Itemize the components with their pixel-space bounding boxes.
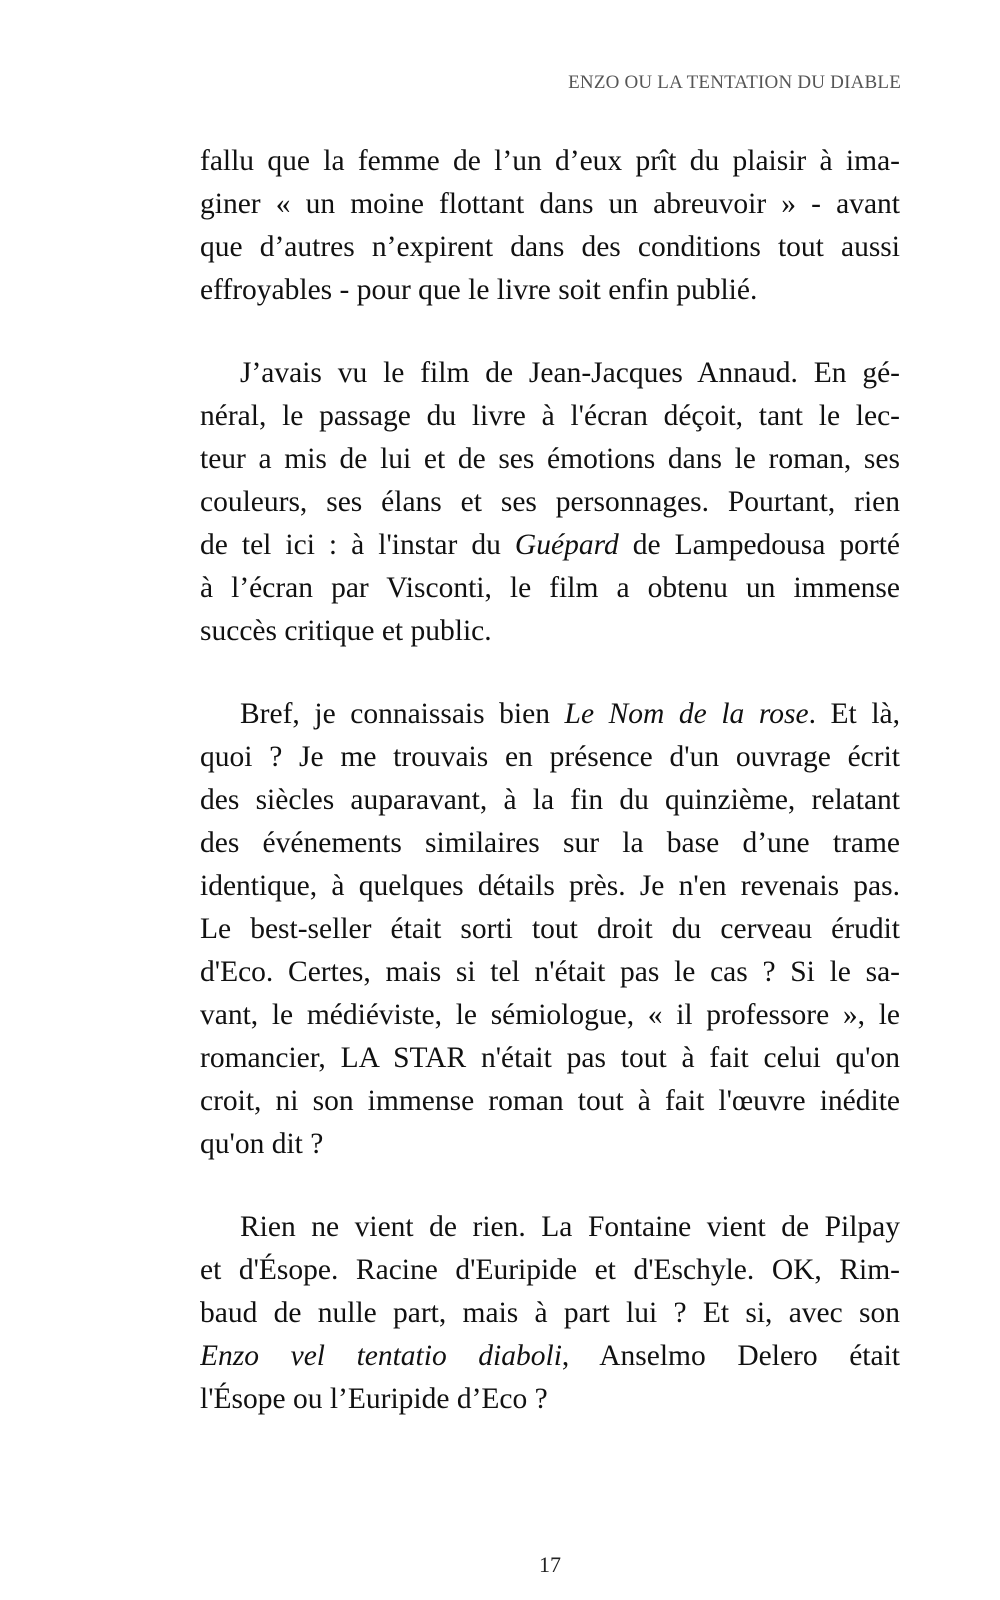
- text-run: vant, le médiéviste, le sémiologue, « il professore », le: [200, 999, 900, 1031]
- text-line: [200, 1249, 900, 1292]
- text-run: et d'Ésope. Racine d'Euripide et d'Eschyle. OK, Rim-: [200, 1254, 900, 1286]
- text-line: [200, 908, 900, 951]
- text-line: [200, 438, 900, 481]
- text-run: giner « un moine flottant dans un abreuvoir » - avant: [200, 188, 900, 220]
- text-run: qu'on dit ?: [200, 1128, 324, 1160]
- text-line: [200, 1206, 900, 1249]
- text-run: croit, ni son immense roman tout à fait l'œuvre inédite: [200, 1085, 900, 1117]
- text-run: , Anselmo Delero était: [561, 1340, 900, 1372]
- paragraph: [200, 352, 900, 653]
- text-run: identique, à quelques détails près. Je n'en revenais pas.: [200, 870, 900, 902]
- text-run: succès critique et public.: [200, 615, 492, 647]
- paragraph-gap: [200, 653, 900, 693]
- text-line: [200, 693, 900, 736]
- text-run: Le best-seller était sorti tout droit du cerveau érudit: [200, 913, 900, 945]
- text-line: [200, 481, 900, 524]
- text-run: couleurs, ses élans et ses personnages. Pourtant, rien: [200, 486, 900, 518]
- paragraph-gap: [200, 1166, 900, 1206]
- text-line: [200, 736, 900, 779]
- paragraph: [200, 693, 900, 1166]
- text-run: quoi ? Je me trouvais en présence d'un ouvrage écrit: [200, 741, 900, 773]
- text-run: d'Eco. Certes, mais si tel n'était pas le cas ? Si le sa-: [200, 956, 900, 988]
- italic-title: Enzo vel tentatio diaboli: [200, 1340, 562, 1372]
- page-number-label: 17: [539, 1552, 561, 1577]
- text-run: de Lampedousa porté: [618, 529, 900, 561]
- text-line: [200, 1378, 900, 1421]
- text-line: [200, 352, 900, 395]
- text-run: baud de nulle part, mais à part lui ? Et si, avec son: [200, 1297, 900, 1329]
- text-line: [200, 951, 900, 994]
- text-line: [200, 1335, 900, 1378]
- page-number: [0, 1552, 1000, 1578]
- text-run: J’avais vu le film de Jean-Jacques Annaud. En gé-: [240, 357, 900, 389]
- body-text: [200, 140, 900, 1421]
- paragraph-gap: [200, 312, 900, 352]
- text-line: [200, 1037, 900, 1080]
- text-run: l'Ésope ou l’Euripide d’Eco ?: [200, 1383, 548, 1415]
- text-line: [200, 779, 900, 822]
- text-line: [200, 395, 900, 438]
- text-run: des événements similaires sur la base d’une trame: [200, 827, 900, 859]
- text-run: à l’écran par Visconti, le film a obtenu un immense: [200, 572, 900, 604]
- text-line: [200, 1080, 900, 1123]
- text-run: que d’autres n’expirent dans des conditions tout aussi: [200, 231, 900, 263]
- text-line: [200, 269, 900, 312]
- text-run: Bref, je connaissais bien: [240, 698, 565, 730]
- text-line: [200, 822, 900, 865]
- text-line: [200, 140, 900, 183]
- text-run: des siècles auparavant, à la fin du quinzième, relatant: [200, 784, 900, 816]
- text-line: [200, 524, 900, 567]
- text-line: [200, 567, 900, 610]
- text-run: teur a mis de lui et de ses émotions dans le roman, ses: [200, 443, 900, 475]
- italic-title: Le Nom de la rose: [564, 698, 809, 730]
- text-line: [200, 226, 900, 269]
- paragraph: [200, 140, 900, 312]
- text-line: [200, 610, 900, 653]
- text-run: romancier, LA STAR n'était pas tout à fait celui qu'on: [200, 1042, 900, 1074]
- text-run: néral, le passage du livre à l'écran déçoit, tant le lec-: [200, 400, 900, 432]
- text-run: effroyables - pour que le livre soit enfin publié.: [200, 274, 758, 306]
- text-run: de tel ici : à l'instar du: [200, 529, 515, 561]
- running-head: ENZO OU LA TENTATION DU DIABLE: [568, 72, 901, 93]
- italic-title: Guépard: [514, 529, 619, 561]
- text-line: [200, 865, 900, 908]
- text-line: [200, 994, 900, 1037]
- text-line: [200, 1292, 900, 1335]
- text-run: fallu que la femme de l’un d’eux prît du plaisir à ima-: [200, 145, 900, 177]
- text-run: . Et là,: [808, 698, 900, 730]
- text-line: [200, 183, 900, 226]
- text-line: [200, 1123, 900, 1166]
- text-run: Rien ne vient de rien. La Fontaine vient de Pilpay: [240, 1211, 900, 1243]
- paragraph: [200, 1206, 900, 1421]
